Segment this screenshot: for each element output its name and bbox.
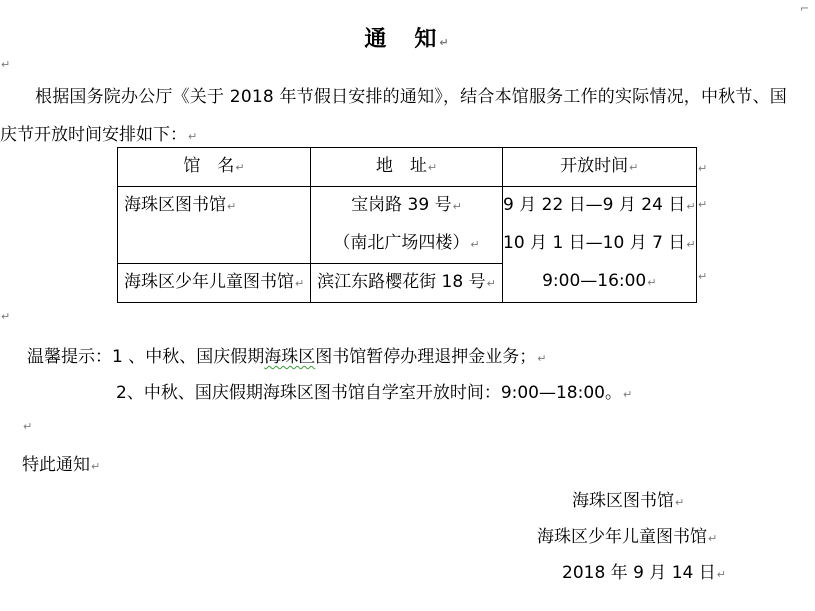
schedule-table [117,147,697,303]
table-row [118,187,697,264]
library-name-cell [118,264,311,303]
cell-mark-icon: ↵ [629,161,639,174]
intro-paragraph-text: 庆节开放时间安排如下： [0,125,187,145]
intro-paragraph-line-2 [0,120,197,145]
cell-mark-icon: ↵ [486,277,496,290]
library-address-line: 宝岗路 39 号 [351,195,452,215]
paragraph-mark-icon: ↵ [537,352,547,365]
row-end-mark-icon: ↵ [698,198,708,211]
paragraph-mark-icon: ↵ [91,460,101,473]
library-name: 海珠区少年儿童图书馆 [124,272,294,292]
cell-mark-icon: ↵ [427,161,438,174]
header-cell-address [311,148,503,187]
tip-text: 温馨提示：1 、中秋、国庆假期 [27,347,265,367]
paragraph-mark-icon: ↵ [1,58,11,71]
corner-crop-mark: ⌐ [800,2,810,15]
date-text: 2018 年 9 月 14 日 [562,563,716,583]
row-end-mark-icon: ↵ [698,270,708,283]
library-address-cell [311,187,503,264]
header-cell-name [118,148,311,187]
library-address-line: 滨江东路樱花街 18 号 [317,272,486,292]
paragraph-mark-icon: ↵ [622,388,633,401]
cell-mark-icon: ↵ [686,238,696,251]
paragraph-mark-icon: ↵ [188,130,198,143]
opening-hours-cell [503,187,697,303]
paragraph-mark-icon: ↵ [716,568,726,581]
page-title [0,22,815,53]
opening-hours-line: 9:00—16:00 [542,271,647,291]
signature-library [572,486,684,511]
cell-mark-icon: ↵ [235,161,245,174]
paragraph-mark-icon: ↵ [23,420,33,433]
signature-date [562,558,726,583]
paragraph-mark-icon: ↵ [675,496,685,509]
header-label: 地 址 [375,156,427,176]
opening-hours-line: 10 月 1 日—10 月 7 日 [503,233,686,253]
opening-hours-line: 9 月 22 日—9 月 24 日 [503,195,686,215]
cell-mark-icon: ↵ [295,277,305,290]
title-char-1: 通 [364,26,389,52]
library-name-cell [118,187,311,264]
library-name: 海珠区图书馆 [124,195,226,215]
row-end-mark-icon: ↵ [698,162,708,175]
library-address-cell [311,264,503,303]
tip-text-underlined: 海珠区 [264,347,316,367]
closing-text: 特此通知 [22,455,90,475]
paragraph-mark-icon: ↵ [708,532,718,545]
header-label: 开放时间 [560,156,629,176]
tip-text: 2、中秋、国庆假期海珠区图书馆自学室开放时间：9:00—18:00。 [116,383,622,403]
tip-line-2 [116,378,632,403]
intro-paragraph-line-1: 根据国务院办公厅《关于 2018 年节假日安排的通知》，结合本馆服务工作的实际情况，中秋节、国 [35,87,787,107]
closing-notice [22,450,100,475]
library-address-line: （南北广场四楼） [333,233,470,253]
cell-mark-icon: ↵ [647,276,657,289]
tip-line-1 [27,342,546,367]
cell-mark-icon: ↵ [470,238,480,251]
cell-mark-icon: ↵ [686,200,696,213]
signature-text: 海珠区少年儿童图书馆 [537,527,707,547]
cell-mark-icon: ↵ [452,200,462,213]
cell-mark-icon: ↵ [227,200,237,213]
signature-text: 海珠区图书馆 [572,491,674,511]
paragraph-mark-icon: ↵ [1,310,11,323]
header-cell-hours [503,148,697,187]
title-char-2: 知 [414,26,439,52]
tip-text: 图书馆暂停办理退押金业务； [315,347,537,367]
header-label: 馆 名 [183,156,235,176]
paragraph-mark-icon: ↵ [439,36,451,49]
signature-children-library [537,522,717,547]
table-header-row [118,148,697,187]
